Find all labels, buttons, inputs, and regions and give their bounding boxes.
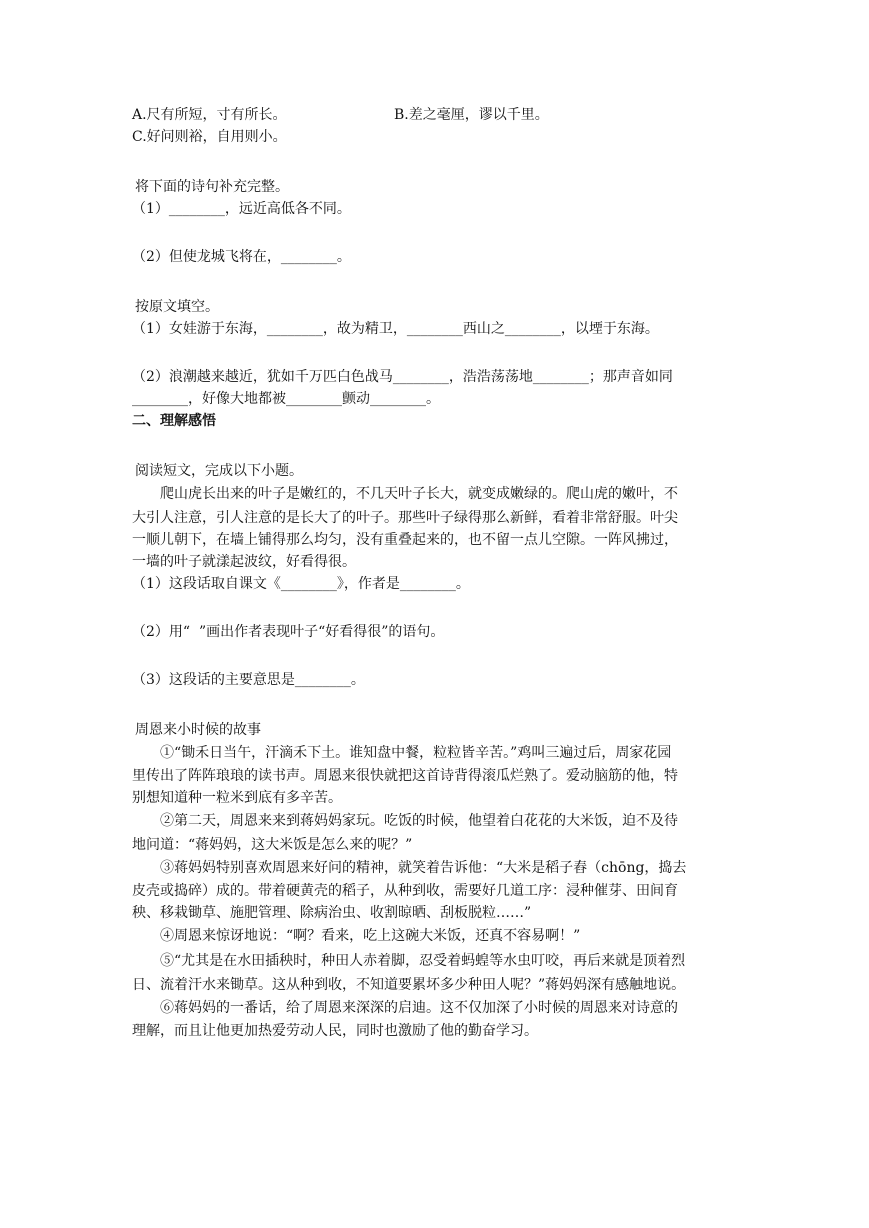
- passage-line: ②第二天，周恩来来到蒋妈妈家玩。吃饭的时候，他望着白花花的大米饭，迫不及待: [160, 813, 678, 830]
- reading1-question-1: （1）这段话取自课文《________》，作者是________。: [132, 575, 470, 592]
- poem-question-1: （1）________，远近高低各不同。: [132, 201, 351, 217]
- fill-instruction: 按原文填空。: [135, 299, 219, 315]
- passage-line: 大引人注意，引人注意的是长大了的叶子。那些叶子绿得那么新鲜，看着非常舒服。叶尖: [132, 509, 678, 526]
- choice-options-row: [132, 104, 739, 126]
- reading2-passage: [132, 741, 739, 1043]
- passage-line: 皮壳或捣碎）成的。带着硬黄壳的稻子，从种到收，需要好几道工序：浸种催芽、田间育: [132, 883, 678, 900]
- section-heading-understanding: 二、理解感悟: [132, 413, 216, 429]
- reading1-instruction: 阅读短文，完成以下小题。: [135, 463, 303, 479]
- reading2-title: 周恩来小时候的故事: [135, 721, 261, 738]
- reading1-passage: [132, 482, 739, 573]
- passage-line: ④周恩来惊讶地说：“啊？看来，吃上这碗大米饭，还真不容易啊！”: [160, 928, 581, 945]
- passage-line: ⑥蒋妈妈的一番话，给了周恩来深深的启迪。这不仅加深了小时候的周恩来对诗意的: [160, 999, 678, 1016]
- fill-question-2-line-2: ________，好像大地都被________颤动________。: [132, 391, 440, 407]
- option-a: A.尺有所短，寸有所长。: [132, 107, 287, 123]
- reading1-question-3: （3）这段话的主要意思是________。: [132, 671, 365, 688]
- reading1-question-2: （2）用“ ”画出作者表现叶子“好看得很”的语句。: [132, 623, 445, 640]
- passage-line: ⑤“尤其是在水田插秧时，种田人赤着脚，忍受着蚂蝗等水虫叮咬，再后来就是顶着烈: [160, 952, 686, 969]
- passage-line: 地问道：“蒋妈妈，这大米饭是怎么来的呢？”: [132, 836, 413, 853]
- passage-line: 里传出了阵阵琅琅的读书声。周恩来很快就把这首诗背得滚瓜烂熟了。爱动脑筋的他，特: [132, 768, 678, 785]
- passage-line: ③蒋妈妈特别喜欢周恩来好问的精神，就笑着告诉他：“大米是稻子舂（chōng，捣去: [160, 859, 687, 876]
- passage-line: 理解，而且让他更加热爱劳动人民，同时也激励了他的勤奋学习。: [132, 1023, 538, 1040]
- option-c: C.好问则裕，自用则小。: [132, 129, 287, 145]
- passage-line: ①“锄禾日当午，汗滴禾下土。谁知盘中餐，粒粒皆辛苦。”鸡叫三遍过后，周家花园: [160, 744, 672, 761]
- passage-line: 一顺儿朝下，在墙上铺得那么均匀，没有重叠起来的，也不留一点儿空隙。一阵风拂过，: [132, 531, 678, 548]
- fill-question-2-line-1: （2）浪潮越来越近，犹如千万匹白色战马________，浩浩荡荡地________；那声音如同: [132, 369, 673, 385]
- passage-line: 秧、移栽锄草、施肥管理、除病治虫、收割晾晒、刮板脱粒……”: [132, 905, 532, 922]
- poem-instruction: 将下面的诗句补充完整。: [135, 179, 289, 195]
- option-b: B.差之毫厘，谬以千里。: [394, 107, 549, 123]
- fill-question-1: （1）女娃游于东海，________，故为精卫，________西山之________，以堙于东海。: [132, 321, 659, 337]
- poem-question-2: （2）但使龙城飞将在，________。: [132, 249, 351, 265]
- passage-line: 日、流着汗水来锄草。这从种到收，不知道要累坏多少种田人呢？”蒋妈妈深有感触地说。: [132, 976, 686, 993]
- passage-line: 别想知道种一粒米到底有多辛苦。: [132, 790, 342, 807]
- passage-line: 一墙的叶子就漾起波纹，好看得很。: [132, 553, 356, 570]
- passage-line: 爬山虎长出来的叶子是嫩红的，不几天叶子长大，就变成嫩绿的。爬山虎的嫩叶，不: [160, 486, 678, 502]
